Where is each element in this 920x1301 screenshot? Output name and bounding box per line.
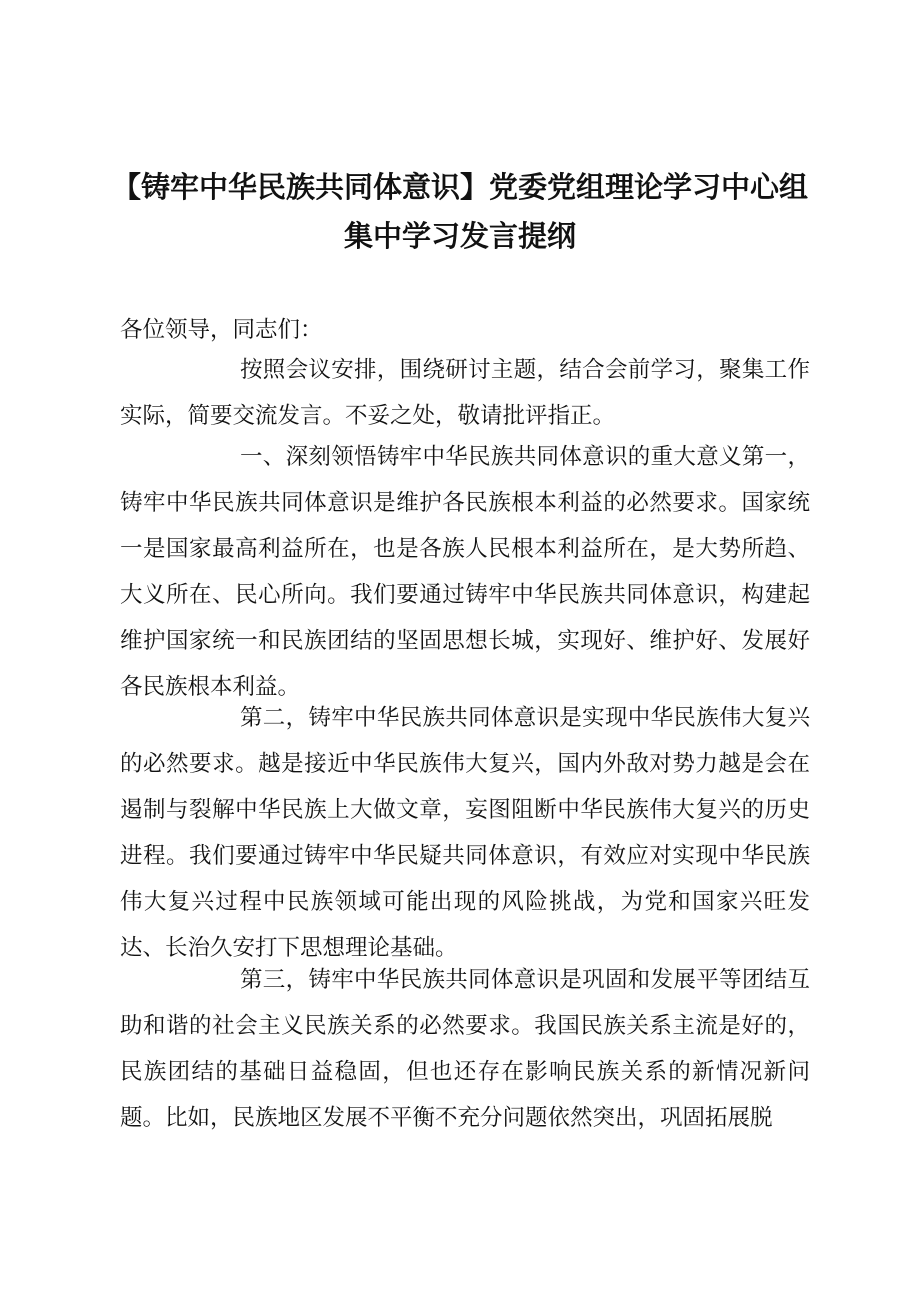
salutation: 各位领导，同志们： [120,317,323,343]
paragraph-second-point: 第二，铸牢中华民族共同体意识是实现中华民族伟大复兴的必然要求。越是接近中华民族伟大复兴，国内外敌对势力越是会在遏制与裂解中华民族上大做文章，妄图阻断中华民族伟大复兴的历史进程。我们要通过铸牢中华民疑共同体意识，有效应对实现中华民族伟大复兴过程中民族领域可能出现的风险挑战，为党和国家兴旺发达、长治久安打下思想理论基础。 [120,705,810,961]
paragraph-section-one-first-point: 一、深刻领悟铸牢中华民族共同体意识的重大意义第一，铸牢中华民族共同体意识是维护各民族根本利益的必然要求。国家统一是国家最高利益所在，也是各族人民根本利益所在，是大势所趋、大义所在、民心所向。我们要通过铸牢中华民族共同体意识，构建起维护国家统一和民族团结的坚固思想长城，实现好、维护好、发展好各民族根本利益。 [120,444,810,700]
document-title-line-1: 【铸牢中华民族共同体意识】党委党组理论学习中心组 [111,170,808,204]
document-title-line-2: 集中学习发言提纲 [343,219,576,253]
paragraph-third-point: 第三，铸牢中华民族共同体意识是巩固和发展平等团结互助和谐的社会主义民族关系的必然要求。我国民族关系主流是好的，民族团结的基础日益稳固，但也还存在影响民族关系的新情况新问题。比如，民族地区发展不平衡不充分问题依然突出，巩固拓展脱 [120,967,810,1131]
paragraph-opening: 按照会议安排，围绕研讨主题，结合会前学习，聚集工作实际，简要交流发言。不妥之处，敬请批评指正。 [120,357,810,429]
